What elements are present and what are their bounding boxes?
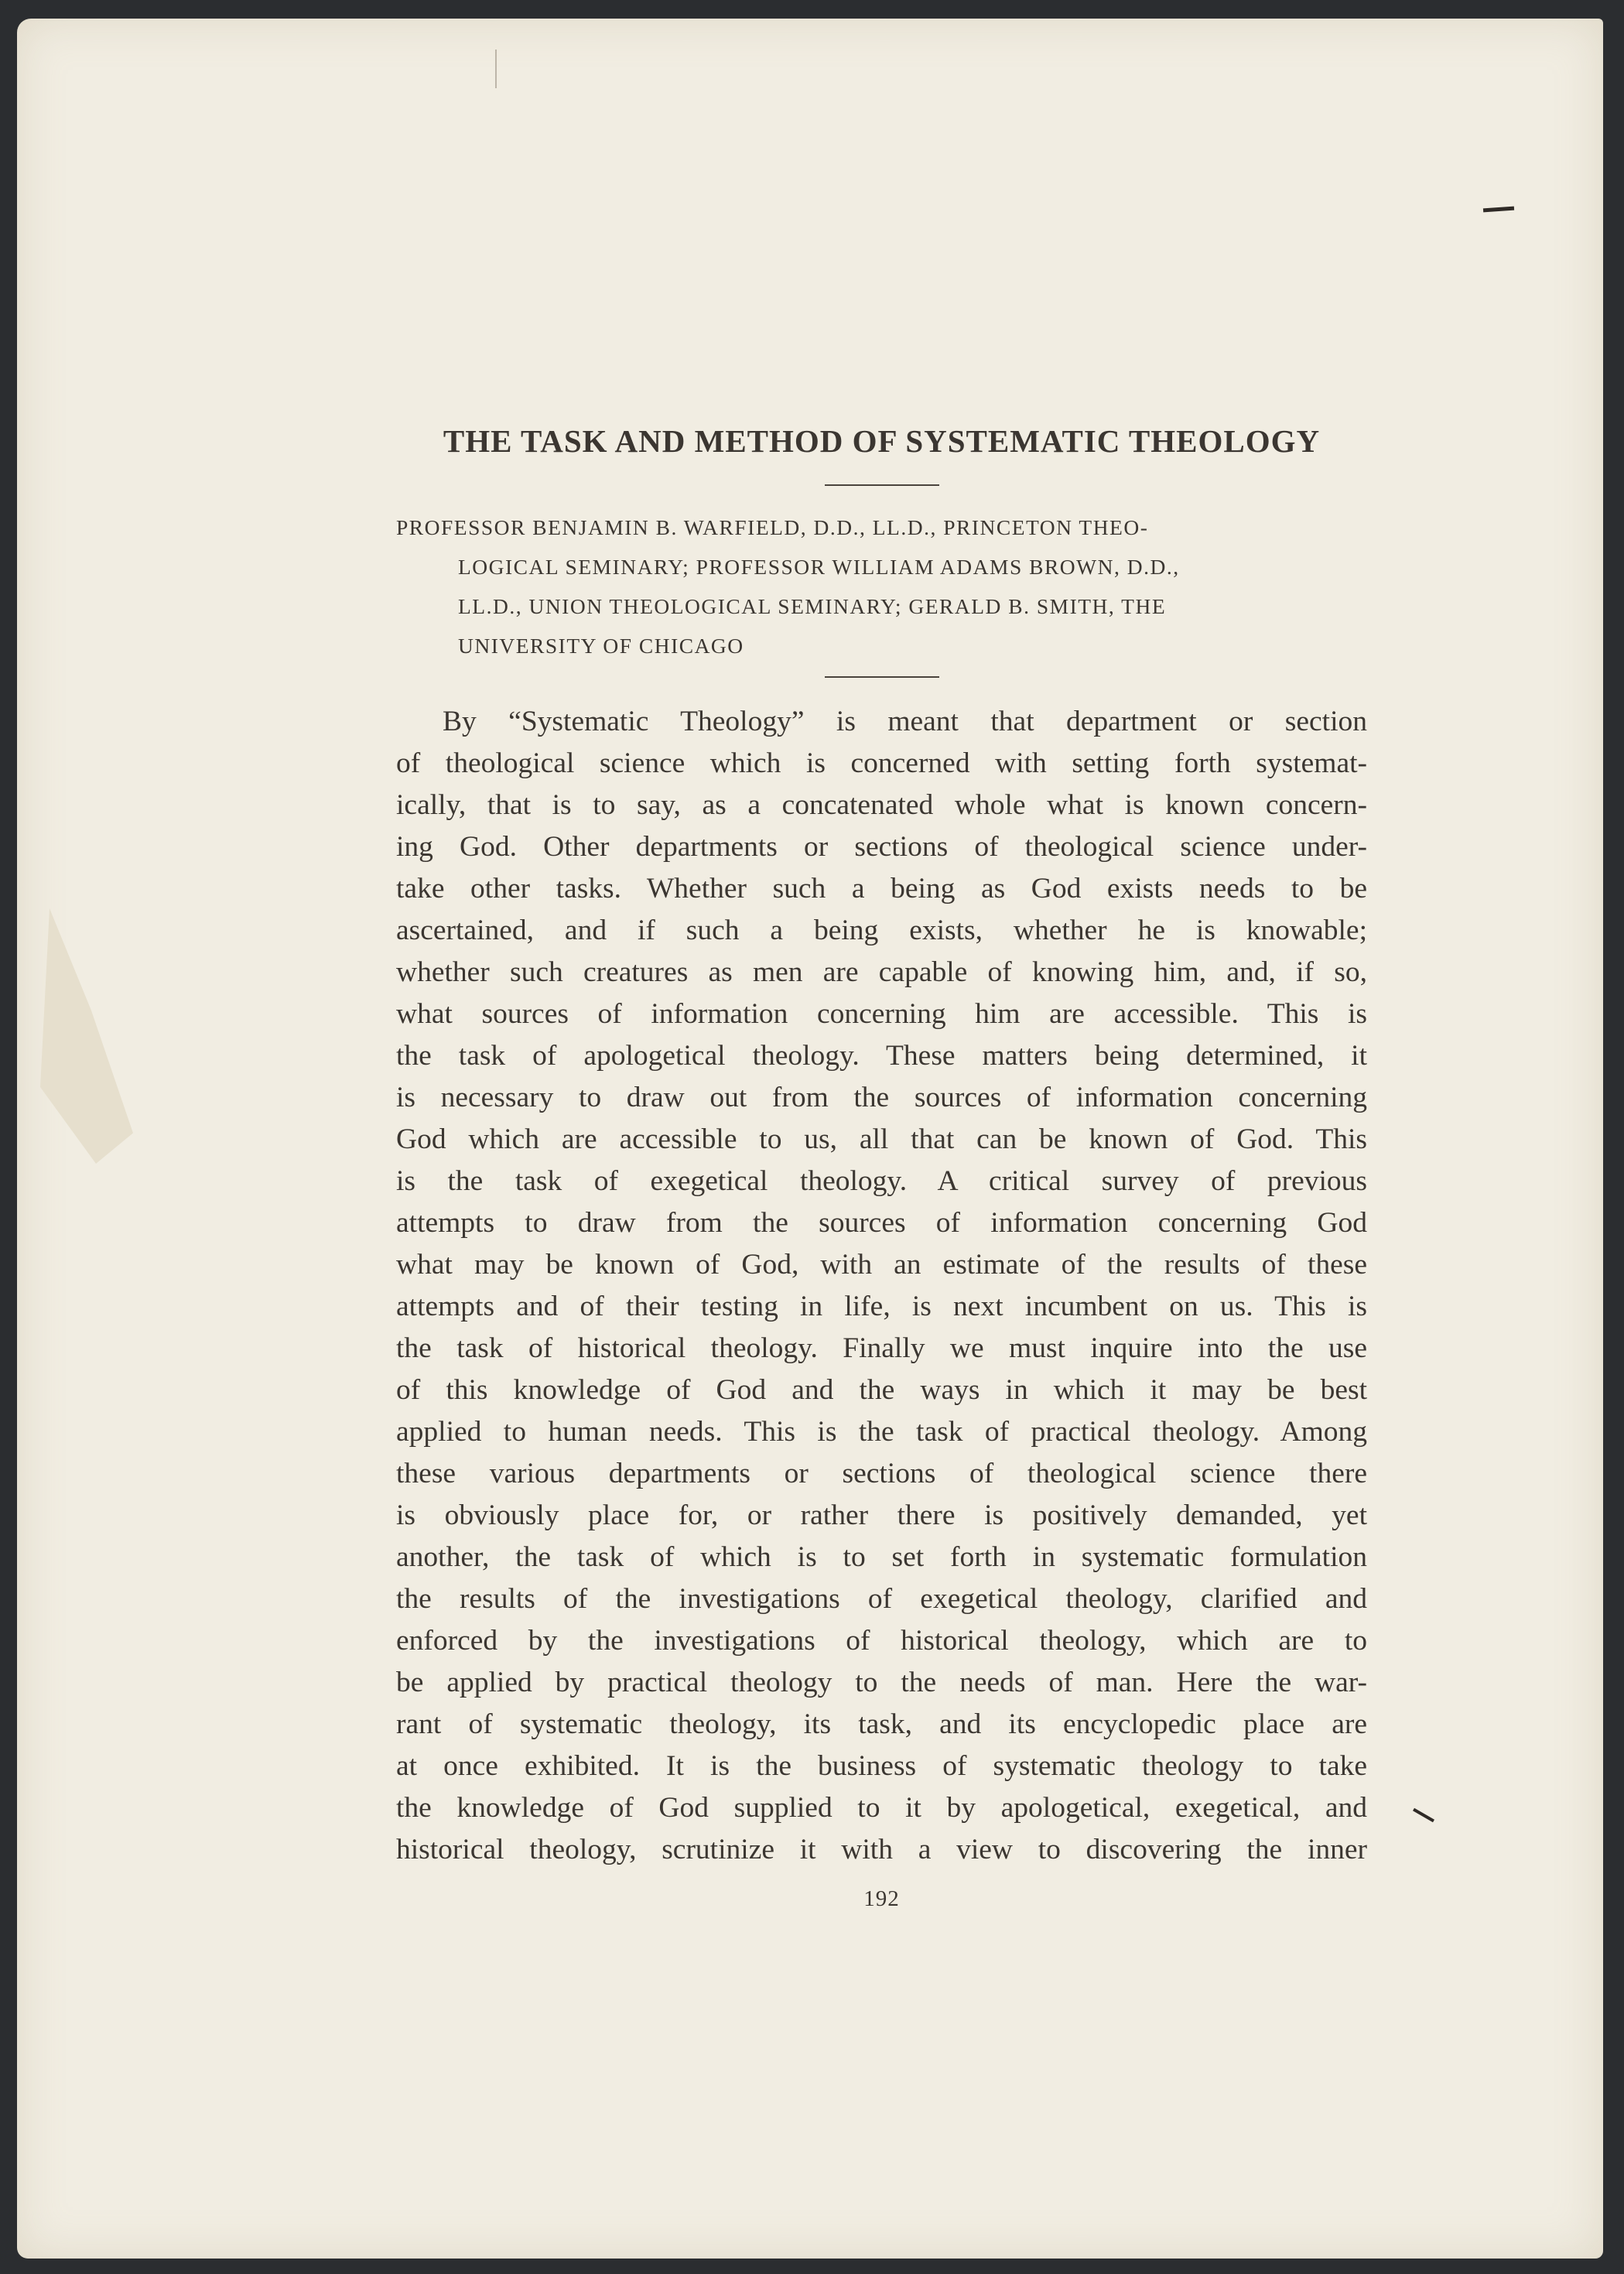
text-line: whether such creatures as men are capable of knowing him, and, if so, [396,956,1367,988]
text-line: attempts to draw from the sources of information concerning God [396,1207,1367,1239]
text-line: ing God. Other departments or sections of theological science under- [396,831,1367,863]
text-line: applied to human needs. This is the task of practical theology. Among [396,1416,1367,1448]
text-line: is necessary to draw out from the sources of information concerning [396,1082,1367,1113]
paper-crease [495,50,497,88]
title-divider [825,484,939,486]
text-line: of theological science which is concerned with setting forth systemat- [396,747,1367,779]
text-line: the task of historical theology. Finally we must inquire into the use [396,1332,1367,1364]
text-line: the results of the investigations of exegetical theology, clarified and [396,1583,1367,1615]
text-line: is obviously place for, or rather there is positively demanded, yet [396,1499,1367,1531]
ink-mark [1483,207,1514,213]
article-title: THE TASK AND METHOD OF SYSTEMATIC THEOLOGY [443,423,1321,459]
author-line: PROFESSOR BENJAMIN B. WARFIELD, D.D., LL.D., PRINCETON THEO- [396,515,1149,539]
text-line: the knowledge of God supplied to it by apologetical, exegetical, and [396,1792,1367,1824]
author-line: LOGICAL SEMINARY; PROFESSOR WILLIAM ADAMS BROWN, D.D., [458,555,1180,579]
page-number: 192 [863,1886,900,1911]
text-line: ascertained, and if such a being exists, whether he is knowable; [396,915,1367,946]
text-line: these various departments or sections of theological science there [396,1458,1367,1489]
text-line: of this knowledge of God and the ways in which it may be best [396,1374,1367,1406]
text-line: historical theology, scrutinize it with a view to discovering the inner [396,1834,1367,1865]
text-line: God which are accessible to us, all that can be known of God. This [396,1123,1367,1155]
text-line: what may be known of God, with an estimate of the results of these [396,1249,1367,1281]
text-line: ically, that is to say, as a concatenated whole what is known concern- [396,789,1367,821]
ink-mark [1413,1808,1434,1822]
text-line: attempts and of their testing in life, is next incumbent on us. This is [396,1291,1367,1322]
byline-divider [825,676,939,678]
text-line: rant of systematic theology, its task, and its encyclopedic place are [396,1708,1367,1740]
text-line: another, the task of which is to set forth in systematic formulation [396,1541,1367,1573]
torn-edge [40,908,133,1164]
text-line: is the task of exegetical theology. A critical survey of previous [396,1165,1367,1197]
text-line: at once exhibited. It is the business of systematic theology to take [396,1750,1367,1782]
author-line: LL.D., UNION THEOLOGICAL SEMINARY; GERALD B. SMITH, THE [458,594,1167,618]
text-line: the task of apologetical theology. These matters being determined, it [396,1040,1367,1072]
text-line: take other tasks. Whether such a being as God exists needs to be [396,873,1367,904]
text-line: be applied by practical theology to the needs of man. Here the war- [396,1667,1367,1698]
author-line: UNIVERSITY OF CHICAGO [458,634,744,658]
text-line: By “Systematic Theology” is meant that department or section [443,706,1367,737]
article [396,418,1367,1912]
text-line: enforced by the investigations of historical theology, which are to [396,1625,1367,1657]
text-line: what sources of information concerning him are accessible. This is [396,998,1367,1030]
body-paragraph [396,701,1367,1871]
author-byline [396,508,1367,665]
